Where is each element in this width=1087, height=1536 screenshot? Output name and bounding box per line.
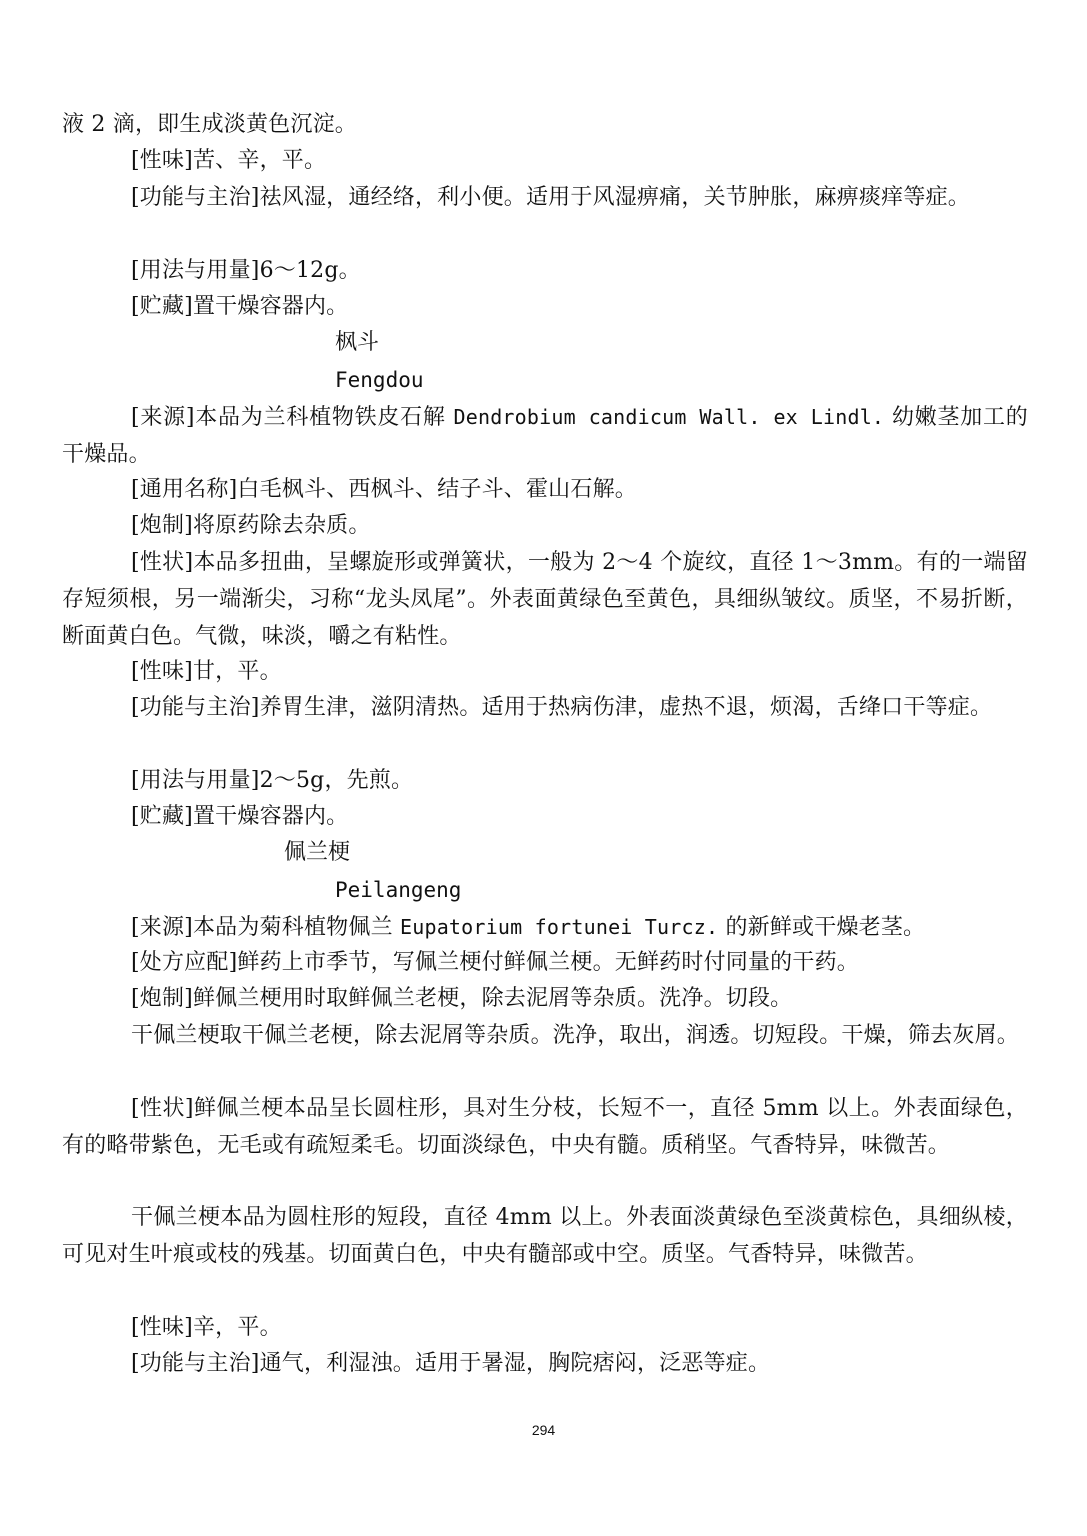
peilangeng-processing-dry: 干佩兰梗取干佩兰老梗，除去泥屑等杂质。洗净，取出，润透。切短段。干燥，筛去灰屑。 bbox=[131, 1023, 1020, 1048]
peilangeng-source-prefix: [来源]本品为菊科植物佩兰 bbox=[131, 915, 400, 940]
entry-pinyin-fengdou: Fengdou bbox=[335, 368, 424, 392]
fengdou-storage: [贮藏]置干燥容器内。 bbox=[131, 804, 349, 829]
entry-pinyin-peilangeng: Peilangeng bbox=[335, 878, 462, 902]
fengdou-source bbox=[62, 399, 1028, 474]
fengdou-description: [性状]本品多扭曲，呈螺旋形或弹簧状，一般为 2～4 个旋纹，直径 1～3mm。有的一端留存短须根，另一端渐尖，习称“龙头凤尾”。外表面黄绿色至黄色，具细纵皱纹。质坚，不易折断，断面黄白色。气微，味淡，嚼之有粘性。 bbox=[62, 550, 1028, 649]
peilangeng-source-latin: Eupatorium fortunei Turcz. bbox=[399, 915, 719, 939]
page-number: 294 bbox=[531, 1422, 556, 1438]
fengdou-source-suffix: 幼嫩茎加工的干燥品。 bbox=[62, 405, 1028, 467]
fengdou-usage: [用法与用量]2～5g，先煎。 bbox=[131, 768, 414, 793]
fengdou-common-names: [通用名称]白毛枫斗、西枫斗、结子斗、霍山石解。 bbox=[131, 477, 637, 502]
prev-taste: [性味]苦、辛，平。 bbox=[131, 148, 327, 173]
fengdou-processing: [炮制]将原药除去杂质。 bbox=[131, 513, 371, 538]
fengdou-source-prefix: [来源]本品为兰科植物铁皮石解 bbox=[131, 405, 454, 430]
peilangeng-prescription: [处方应配]鲜药上市季节，写佩兰梗付鲜佩兰梗。无鲜药时付同量的干药。 bbox=[131, 950, 859, 975]
peilangeng-description-dry: 干佩兰梗本品为圆柱形的短段，直径 4mm 以上。外表面淡黄绿色至淡黄棕色，具细纵棱，可见对生叶痕或枝的残基。切面黄白色，中央有髓部或中空。质坚。气香特异，味微苦。 bbox=[62, 1205, 1028, 1267]
peilangeng-description-fresh: [性状]鲜佩兰梗本品呈长圆柱形，具对生分枝，长短不一，直径 5mm 以上。外表面绿色，有的略带紫色，无毛或有疏短柔毛。切面淡绿色，中央有髓。质稍坚。气香特异，味微苦。 bbox=[62, 1096, 1028, 1158]
fengdou-source-latin: Dendrobium candicum Wall. ex Lindl. bbox=[453, 405, 885, 429]
prev-function: [功能与主治]祛风湿，通经络，利小便。适用于风湿痹痛，关节肿胀，麻痹痰痒等症。 bbox=[131, 185, 970, 210]
fengdou-taste: [性味]甘，平。 bbox=[131, 659, 282, 684]
prev-storage: [贮藏]置干燥容器内。 bbox=[131, 294, 349, 319]
prev-usage: [用法与用量]6～12g。 bbox=[131, 258, 361, 283]
entry-title-peilangeng: 佩兰梗 bbox=[284, 840, 351, 865]
peilangeng-taste: [性味]辛，平。 bbox=[131, 1315, 282, 1340]
fengdou-function: [功能与主治]养胃生津，滋阴清热。适用于热病伤津，虚热不退，烦渴，舌绛口干等症。 bbox=[131, 695, 993, 720]
peilangeng-processing-fresh: [炮制]鲜佩兰梗用时取鲜佩兰老梗，除去泥屑等杂质。洗净。切段。 bbox=[131, 986, 793, 1011]
peilangeng-function: [功能与主治]通气，利湿浊。适用于暑湿，胸院痞闷，泛恶等症。 bbox=[131, 1351, 771, 1376]
entry-title-fengdou: 枫斗 bbox=[335, 330, 380, 355]
peilangeng-source-suffix: 的新鲜或干燥老茎。 bbox=[718, 915, 926, 940]
continuation-text: 液 2 滴，即生成淡黄色沉淀。 bbox=[62, 112, 357, 137]
peilangeng-source bbox=[62, 909, 1028, 947]
